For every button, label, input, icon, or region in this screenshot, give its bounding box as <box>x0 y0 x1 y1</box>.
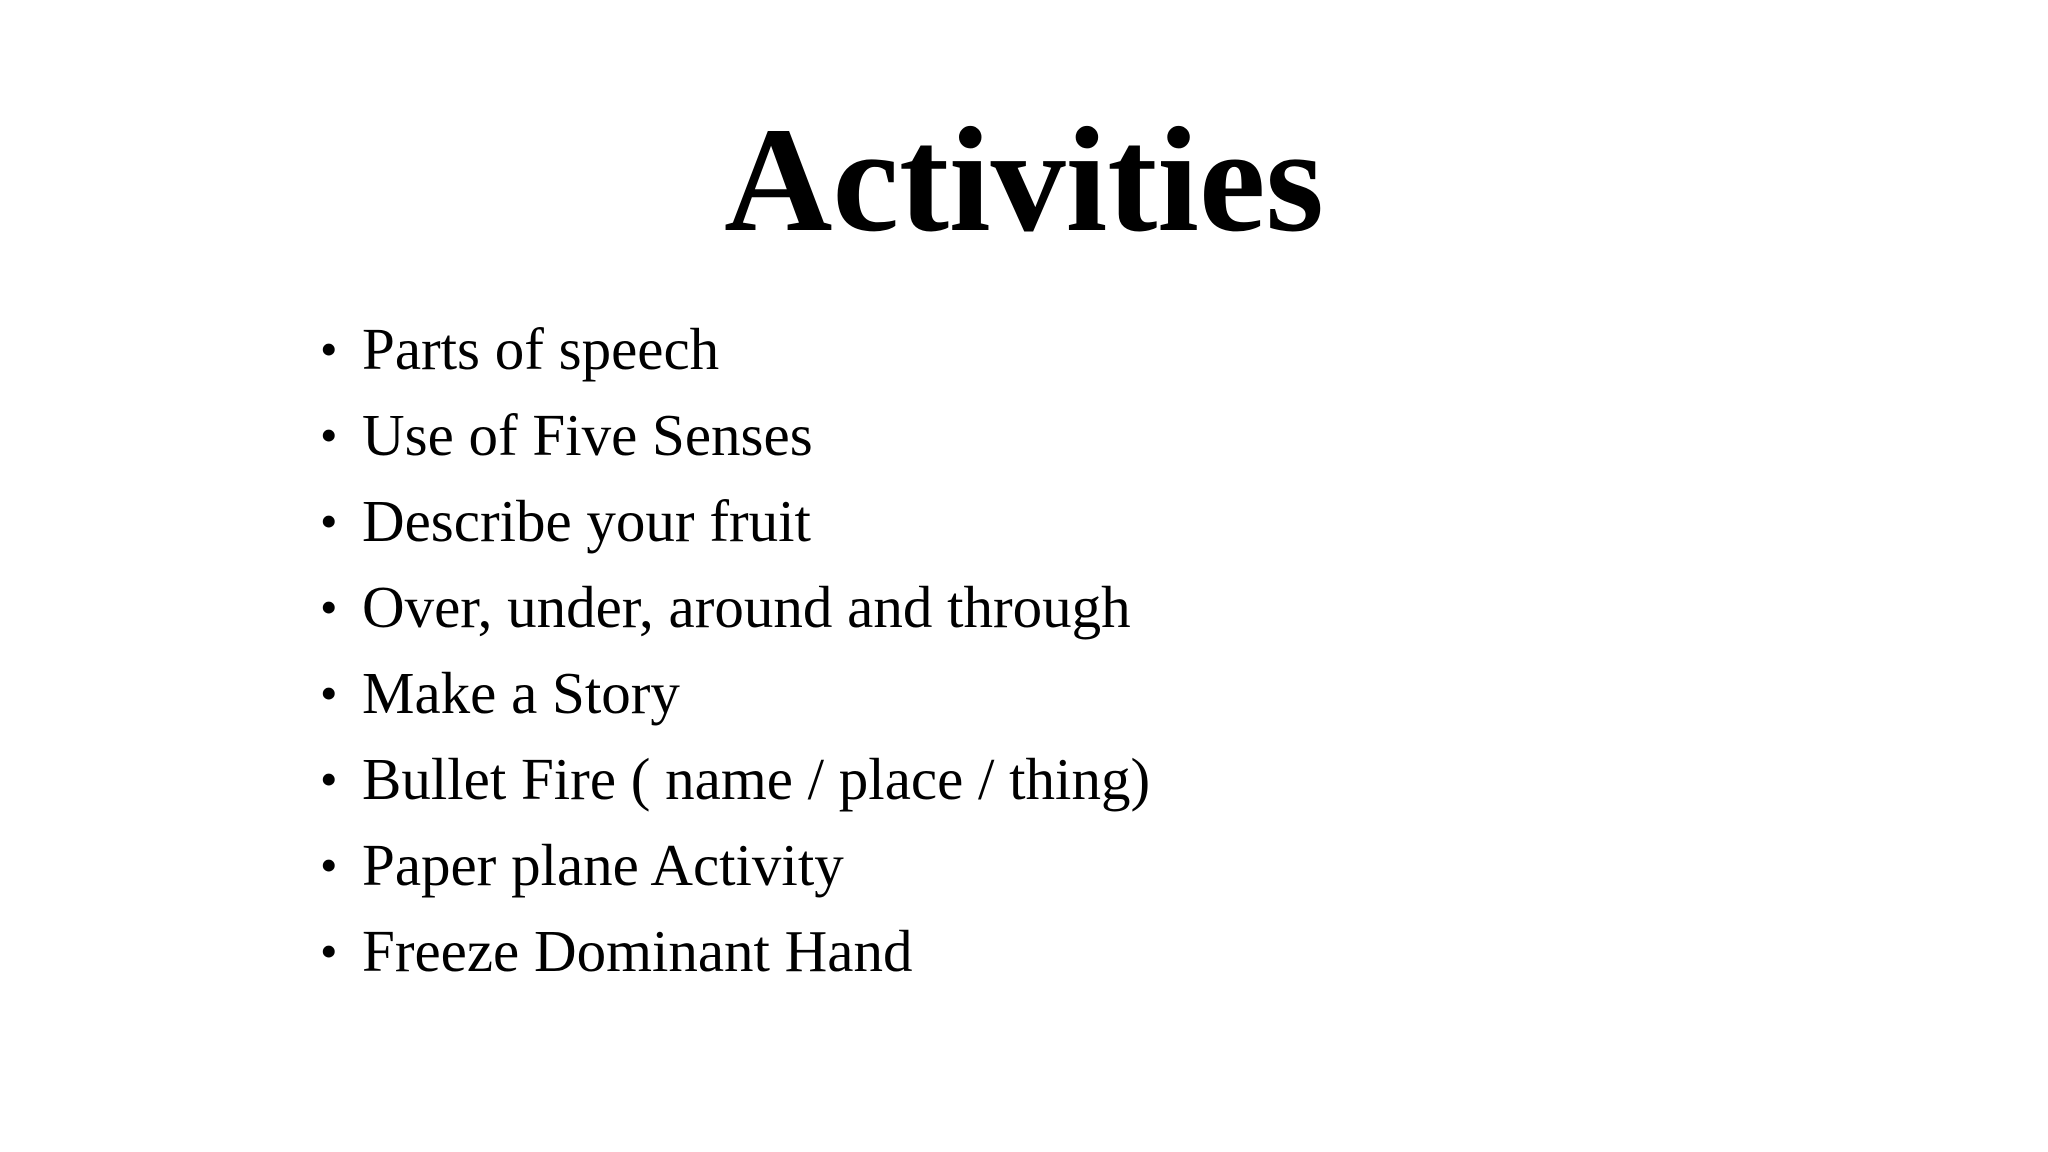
list-item <box>320 742 1150 828</box>
list-item-text: Freeze Dominant Hand <box>362 918 913 984</box>
list-item <box>320 828 1150 914</box>
list-item-text: Bullet Fire ( name / place / thing) <box>362 746 1151 812</box>
list-item-text: Make a Story <box>362 660 680 726</box>
bullet-icon: • <box>320 923 338 979</box>
bullet-icon: • <box>320 407 338 463</box>
bullet-icon: • <box>320 665 338 721</box>
list-item <box>320 398 1150 484</box>
list-item <box>320 312 1150 398</box>
list-item-text: Over, under, around and through <box>362 574 1131 640</box>
bullet-icon: • <box>320 751 338 807</box>
list-item <box>320 914 1150 1000</box>
list-item <box>320 484 1150 570</box>
list-item-text: Use of Five Senses <box>362 402 813 468</box>
bullet-icon: • <box>320 837 338 893</box>
list-item-text: Parts of speech <box>362 316 720 382</box>
list-item-text: Describe your fruit <box>362 488 811 554</box>
bullet-icon: • <box>320 321 338 377</box>
list-item <box>320 656 1150 742</box>
bullet-icon: • <box>320 493 338 549</box>
bullet-icon: • <box>320 579 338 635</box>
list-item-text: Paper plane Activity <box>362 832 844 898</box>
list-item <box>320 570 1150 656</box>
bullet-list <box>320 312 1150 1000</box>
slide-title: Activities <box>724 97 1324 263</box>
